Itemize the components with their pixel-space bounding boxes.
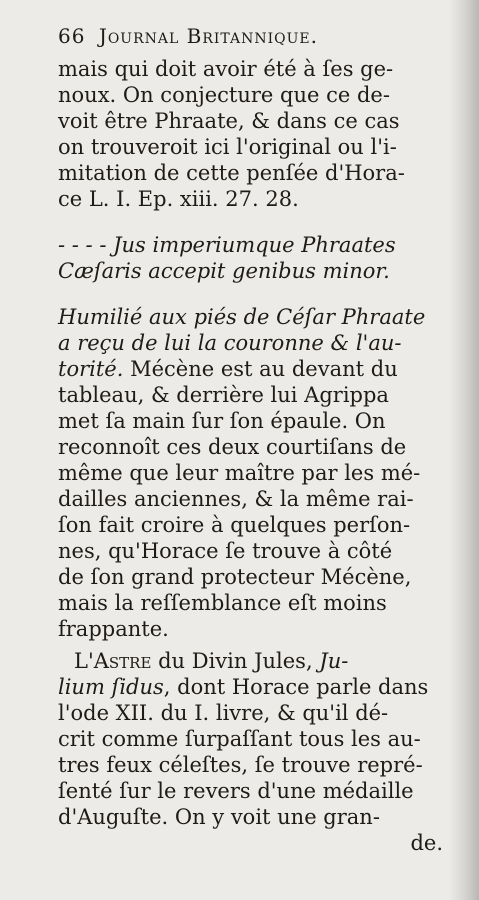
text-fragment: , dont Horace parle dans <box>163 675 429 699</box>
latin-quote <box>58 232 443 284</box>
translation-line: Humilié aux piés de Céſar Phraate <box>58 305 426 329</box>
page-content <box>58 20 443 856</box>
text-line: on trouveroit ici l'original ou l'i- <box>58 135 397 159</box>
paragraph-1 <box>58 56 443 212</box>
text-line: noux. On conjecture que ce de- <box>58 83 390 107</box>
text-line: tres feux céleſtes, ſe trouve repré- <box>58 753 423 777</box>
text-line: même que leur maître par les mé- <box>58 461 421 485</box>
text-line: ſenté ſur le revers d'une médaille <box>58 779 414 803</box>
text-line: reconnoît ces deux courtiſans de <box>58 435 407 459</box>
text-line <box>58 674 443 700</box>
text-line <box>58 648 443 674</box>
catchword: de. <box>410 831 443 855</box>
quote-line: Cæſaris accepit genibus minor. <box>58 259 390 283</box>
text-fragment: Mécène est au devant du <box>130 357 398 381</box>
text-line: voit être Phraate, & dans ce cas <box>58 109 400 133</box>
text-line: crit comme ſurpaſſant tous les au- <box>58 727 421 751</box>
translation-end: torité. <box>58 357 124 381</box>
text-line: ce L. I. Ep. xiii. 27. 28. <box>58 187 299 211</box>
text-line: l'ode XII. du I. livre, & qu'il dé- <box>58 701 389 725</box>
paragraph-initial-word: L'Astre <box>74 649 152 673</box>
text-fragment-italic: Ju- <box>319 649 349 673</box>
text-line: met ſa main ſur ſon épaule. On <box>58 409 386 433</box>
text-line: tableau, & derrière lui Agrippa <box>58 383 389 407</box>
text-line: de ſon grand protecteur Mécène, <box>58 565 412 589</box>
quote-line: - - - - Jus imperiumque Phraates <box>58 233 396 257</box>
text-line: d'Auguſte. On y voit une gran- <box>58 805 380 829</box>
running-title: Journal Britannique. <box>98 24 318 48</box>
paragraph-3 <box>58 648 443 856</box>
text-fragment: du Divin Jules, <box>151 649 320 673</box>
text-fragment-italic: lium ſidus <box>58 675 164 699</box>
page-number: 66 <box>58 24 86 48</box>
page-gutter-shadow <box>449 0 479 900</box>
text-line: mais qui doit avoir été à ſes ge- <box>58 57 394 81</box>
text-line: frappante. <box>58 617 169 641</box>
text-line: mais la reſſemblance eſt moins <box>58 591 387 615</box>
text-line: dailles anciennes, & la même rai- <box>58 487 414 511</box>
translation-line: a reçu de lui la couronne & l'au- <box>58 331 402 355</box>
text-line <box>58 356 443 382</box>
paragraph-2 <box>58 304 443 642</box>
text-line: ſon fait croire à quelques perſon- <box>58 513 411 537</box>
text-line: mitation de cette penſée d'Hora- <box>58 161 405 185</box>
text-line: nes, qu'Horace ſe trouve à côté <box>58 539 393 563</box>
running-header <box>58 20 443 52</box>
